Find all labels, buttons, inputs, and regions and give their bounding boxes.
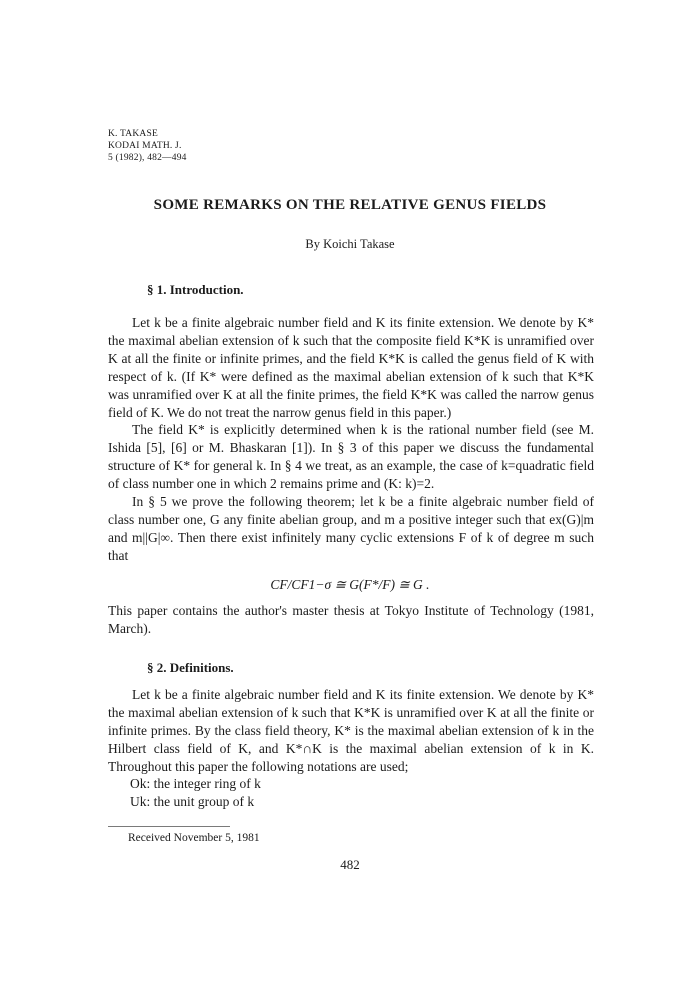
header-author: K. TAKASE <box>108 129 158 139</box>
notation-integer-ring: Ok: the integer ring of k <box>130 776 261 791</box>
section-1-heading: § 1. Introduction. <box>147 282 244 297</box>
thesis-note: This paper contains the author's master thesis at Tokyo Institute of Technology (1981, March). <box>108 603 594 636</box>
intro-paragraph-3: In § 5 we prove the following theorem; let k be a finite algebraic number field of class number one, G any finite abelian group, and m a positive integer such that ex(G)|m and m||G|∞. Then there exist infinitely many cyclic extensions F of k of degree m such that <box>108 494 594 563</box>
intro-paragraph-2: The field K* is explicitly determined when k is the rational number field (see M. Ishida [5], [6] or M. Bhaskaran [1]). In § 3 of this paper we discuss the fundamental structure of K* for general k. In § 4 we treat, as an example, the case of k=quadratic field of class number one in which 2 remains prime and (K: k)=2. <box>108 422 594 492</box>
header-journal: KODAI MATH. J. <box>108 141 182 151</box>
journal-header <box>108 128 187 164</box>
footnote-rule <box>108 826 230 827</box>
section-2-heading: § 2. Definitions. <box>147 660 234 675</box>
notation-unit-group: Uk: the unit group of k <box>130 794 255 809</box>
received-date: Received November 5, 1981 <box>128 832 260 844</box>
intro-paragraph-1: Let k be a finite algebraic number field and K its finite extension. We denote by K* the maximal abelian extension of k such that the composite field K*K is unramified over K at all the finite or infinite primes, and the field K*K is called the genus field of K with respect of k. (If K* were defined as the maximal abelian extension of k such that K*K was unramified over K at all the finite primes, the field K*K was called the narrow genus field of K. We do not treat the narrow genus field in this paper.) <box>108 315 594 420</box>
definitions-paragraph: Let k be a finite algebraic number field and K its finite extension. We denote by K* the maximal abelian extension of k such that K*K is unramified over K at all the finite or infinite primes. By the class field theory, K* is the maximal abelian extension of k in the Hilbert class field of K, and K*∩K is the maximal abelian extension of k in K. Throughout this paper the following notations are used; <box>108 687 594 774</box>
author-byline: By Koichi Takase <box>305 237 395 251</box>
section-2-body <box>108 686 594 776</box>
header-volume: 5 (1982), 482—494 <box>108 153 187 163</box>
section-1-body <box>108 314 594 565</box>
main-equation: CF/CF1−σ ≅ G(F*/F) ≅ G . <box>270 577 430 592</box>
page-number: 482 <box>340 857 360 872</box>
paper-title: SOME REMARKS ON THE RELATIVE GENUS FIELDS <box>153 197 547 213</box>
section-1-closing <box>108 602 594 638</box>
